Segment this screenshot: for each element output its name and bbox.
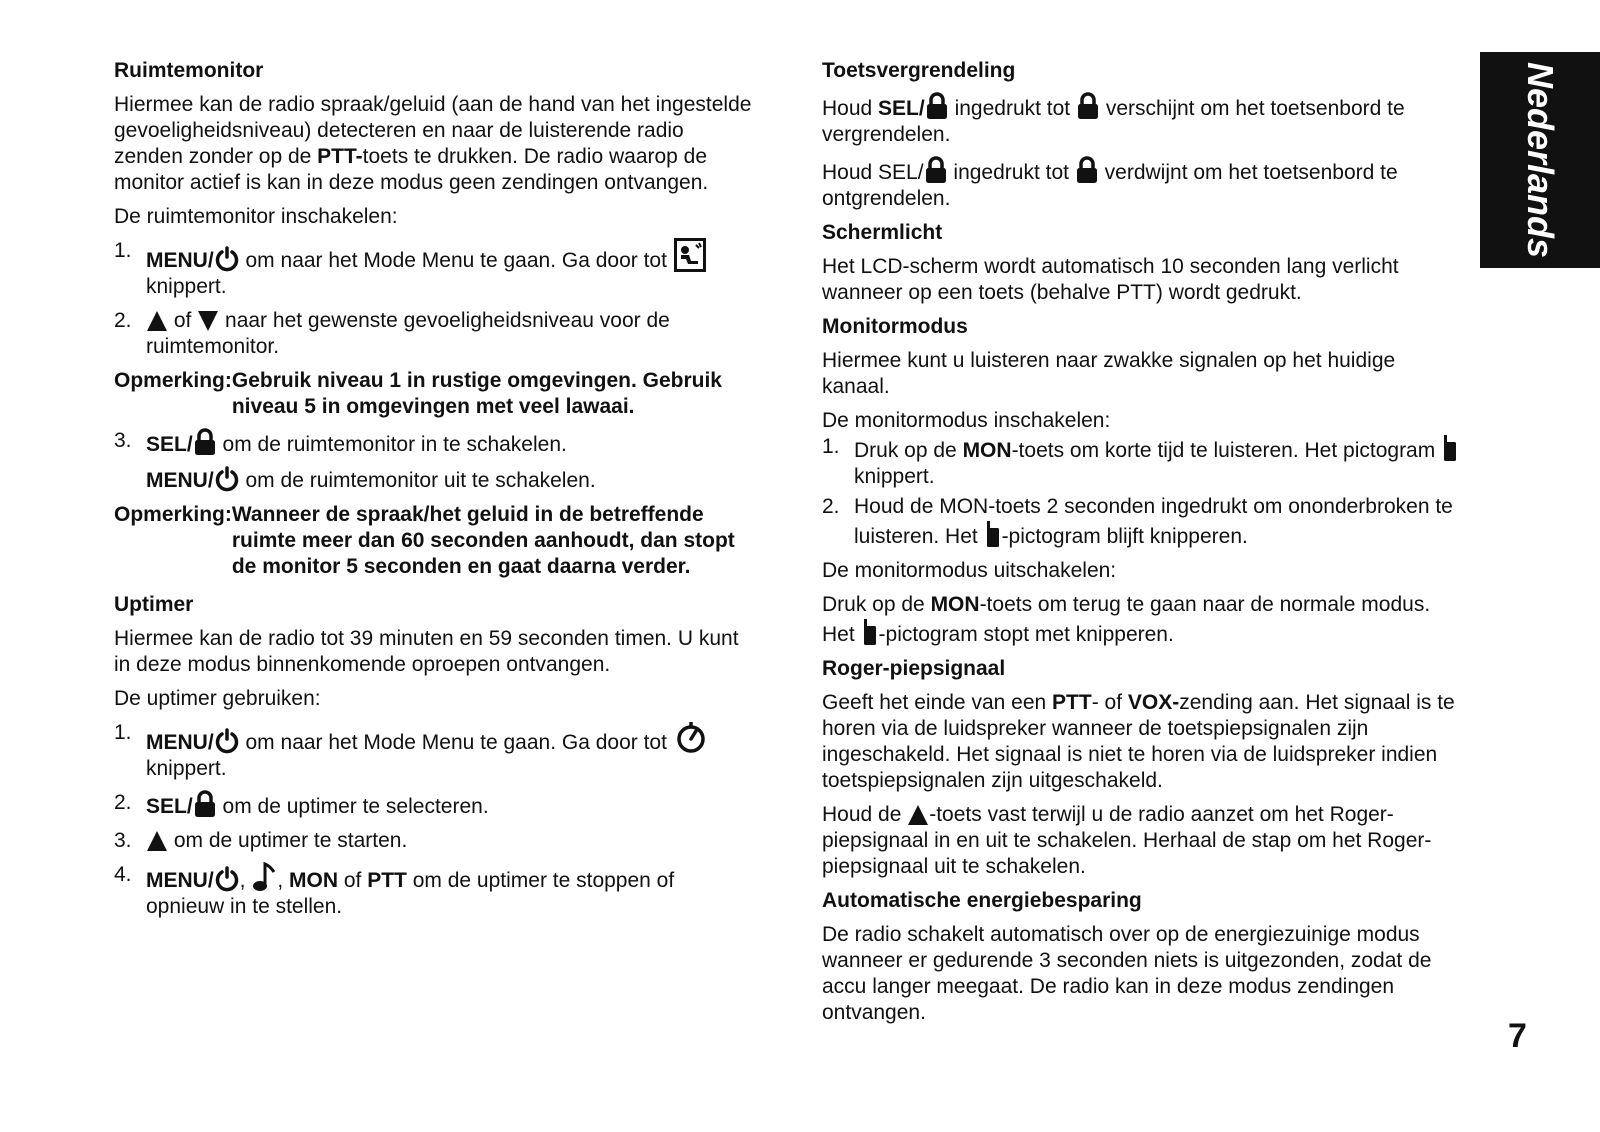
- stopwatch-icon: [674, 720, 708, 754]
- section-ruimtemonitor: [114, 58, 754, 580]
- uptimer-use-label: De uptimer gebruiken:: [114, 687, 321, 710]
- uptimer-intro: Hiermee kan de radio tot 39 minuten en 59 seconden timen. U kunt in deze modus binnenkomende oproepen ontvangen.: [114, 627, 739, 676]
- heading-roger: Roger-piepsignaal: [822, 657, 1006, 680]
- heading-schermlicht: Schermlicht: [822, 221, 943, 244]
- uptimer-step-4: 4. MENU/ , , MON of PTT om de uptimer te stoppen of opnieuw in te stellen.: [114, 863, 675, 918]
- power-icon: [215, 728, 239, 754]
- section-uptimer: [114, 592, 754, 920]
- roger-text-2: Houd de -toets vast terwijl u de radio aanzet om het Roger-piepsignaal in en uit te schakelen. Herhaal de stap om het Roger-piepsignaal uit te schakelen.: [822, 803, 1432, 878]
- heading-monitormodus: Monitormodus: [822, 315, 968, 338]
- lock-icon: [194, 428, 216, 456]
- toetsvergrendeling-lock: Houd SEL/ ingedrukt tot verschijnt om het toetsenbord te vergrendelen.: [822, 92, 1462, 148]
- section-roger: [822, 656, 1462, 880]
- lock-icon: [926, 92, 948, 120]
- monitormodus-disable-text: Druk op de MON-toets om terug te gaan naar de normale modus. Het -pictogram stopt met knipperen.: [822, 593, 1431, 646]
- ruimtemonitor-note-2: Opmerking: Wanneer de spraak/het geluid in de betreffende ruimte meer dan 60 seconden aanhoudt, dan stopt de monitor 5 seconden en gaat daarna verder.: [114, 503, 735, 578]
- left-column: [114, 58, 754, 928]
- radio-icon: [1442, 434, 1458, 462]
- music-note-icon: [252, 862, 276, 892]
- lock-icon: [194, 790, 216, 818]
- heading-toetsvergrendeling: Toetsvergrendeling: [822, 59, 1016, 82]
- monitormodus-intro: Hiermee kunt u luisteren naar zwakke signalen op het huidige kanaal.: [822, 349, 1396, 398]
- ruimtemonitor-step-3b: MENU/ om de ruimtemonitor uit te schakelen.: [114, 466, 754, 494]
- section-energie: [822, 888, 1462, 1026]
- up-arrow-icon: [147, 310, 167, 332]
- toetsvergrendeling-unlock: Houd SEL/ ingedrukt tot verdwijnt om het toetsenbord te ontgrendelen.: [822, 156, 1462, 212]
- lock-icon: [925, 156, 947, 184]
- monitormodus-step-2: 2. Houd de MON-toets 2 seconden ingedrukt om ononderbroken te luisteren. Het -pictogram blijft knipperen.: [822, 495, 1453, 548]
- ruimtemonitor-note-1: Opmerking: Gebruik niveau 1 in rustige omgevingen. Gebruik niveau 5 in omgevingen met veel lawaai.: [114, 369, 722, 418]
- up-arrow-icon: [908, 804, 928, 826]
- radio-icon: [985, 520, 1001, 548]
- lock-icon: [1076, 156, 1098, 184]
- section-monitormodus: [822, 314, 1462, 648]
- language-tab: [1480, 52, 1600, 268]
- heading-ruimtemonitor: Ruimtemonitor: [114, 59, 264, 82]
- heading-energie: Automatische energiebesparing: [822, 889, 1142, 912]
- monitormodus-enable-label: De monitormodus inschakelen:: [822, 409, 1111, 432]
- power-icon: [215, 246, 239, 272]
- monitormodus-step-1: 1. Druk op de MON-toets om korte tijd te luisteren. Het pictogram knippert.: [822, 434, 1462, 490]
- uptimer-step-1: 1. MENU/ om naar het Mode Menu te gaan. Ga door tot knippert.: [114, 720, 754, 782]
- energie-text: De radio schakelt automatisch over op de energiezuinige modus wanneer er gedurende 3 seconden niets is uitgezonden, zodat de accu langer meegaat. De radio kan in deze modus zendingen ontvangen.: [822, 923, 1432, 1024]
- ruimtemonitor-intro: Hiermee kan de radio spraak/geluid (aan de hand van het ingestelde gevoeligheidsniveau) detecteren en naar de luisterende radio zenden zonder op de PTT-toets te drukken. De radio waarop de monitor actief is kan in deze modus geen zendingen ontvangen.: [114, 93, 752, 194]
- language-tab-label: Nederlands: [1520, 61, 1561, 259]
- section-toetsvergrendeling: [822, 58, 1462, 212]
- up-arrow-icon: [147, 830, 167, 852]
- ruimtemonitor-step-2: 2. of naar het gewenste gevoeligheidsniveau voor de ruimtemonitor.: [114, 309, 670, 358]
- room-monitor-icon: [674, 238, 706, 272]
- ruimtemonitor-enable-label: De ruimtemonitor inschakelen:: [114, 205, 398, 228]
- ruimtemonitor-step-1: 1. MENU/ om naar het Mode Menu te gaan. Ga door tot knippert.: [114, 238, 754, 300]
- down-arrow-icon: [198, 310, 218, 332]
- right-column: [822, 58, 1462, 1034]
- radio-icon: [862, 618, 878, 646]
- monitormodus-disable-label: De monitormodus uitschakelen:: [822, 559, 1117, 582]
- roger-text-1: Geeft het einde van een PTT- of VOX-zending aan. Het signaal is te horen via de luidspreker wanneer de toetspiepsignalen zijn ingeschakeld. Het signaal is niet te horen via de luidspreker indien toetspiepsignalen zijn uitgeschakeld.: [822, 691, 1455, 792]
- page-number: 7: [1508, 1017, 1527, 1055]
- lock-icon: [1077, 92, 1099, 120]
- ruimtemonitor-step-3: 3. SEL/ om de ruimtemonitor in te schakelen.: [114, 429, 567, 456]
- heading-uptimer: Uptimer: [114, 593, 194, 616]
- uptimer-step-3: 3. om de uptimer te starten.: [114, 829, 408, 852]
- schermlicht-text: Het LCD-scherm wordt automatisch 10 seconden lang verlicht wanneer op een toets (behalve PTT) wordt gedrukt.: [822, 255, 1399, 304]
- section-schermlicht: [822, 220, 1462, 306]
- uptimer-step-2: 2. SEL/ om de uptimer te selecteren.: [114, 791, 489, 818]
- power-icon: [215, 466, 239, 492]
- power-icon: [215, 866, 239, 892]
